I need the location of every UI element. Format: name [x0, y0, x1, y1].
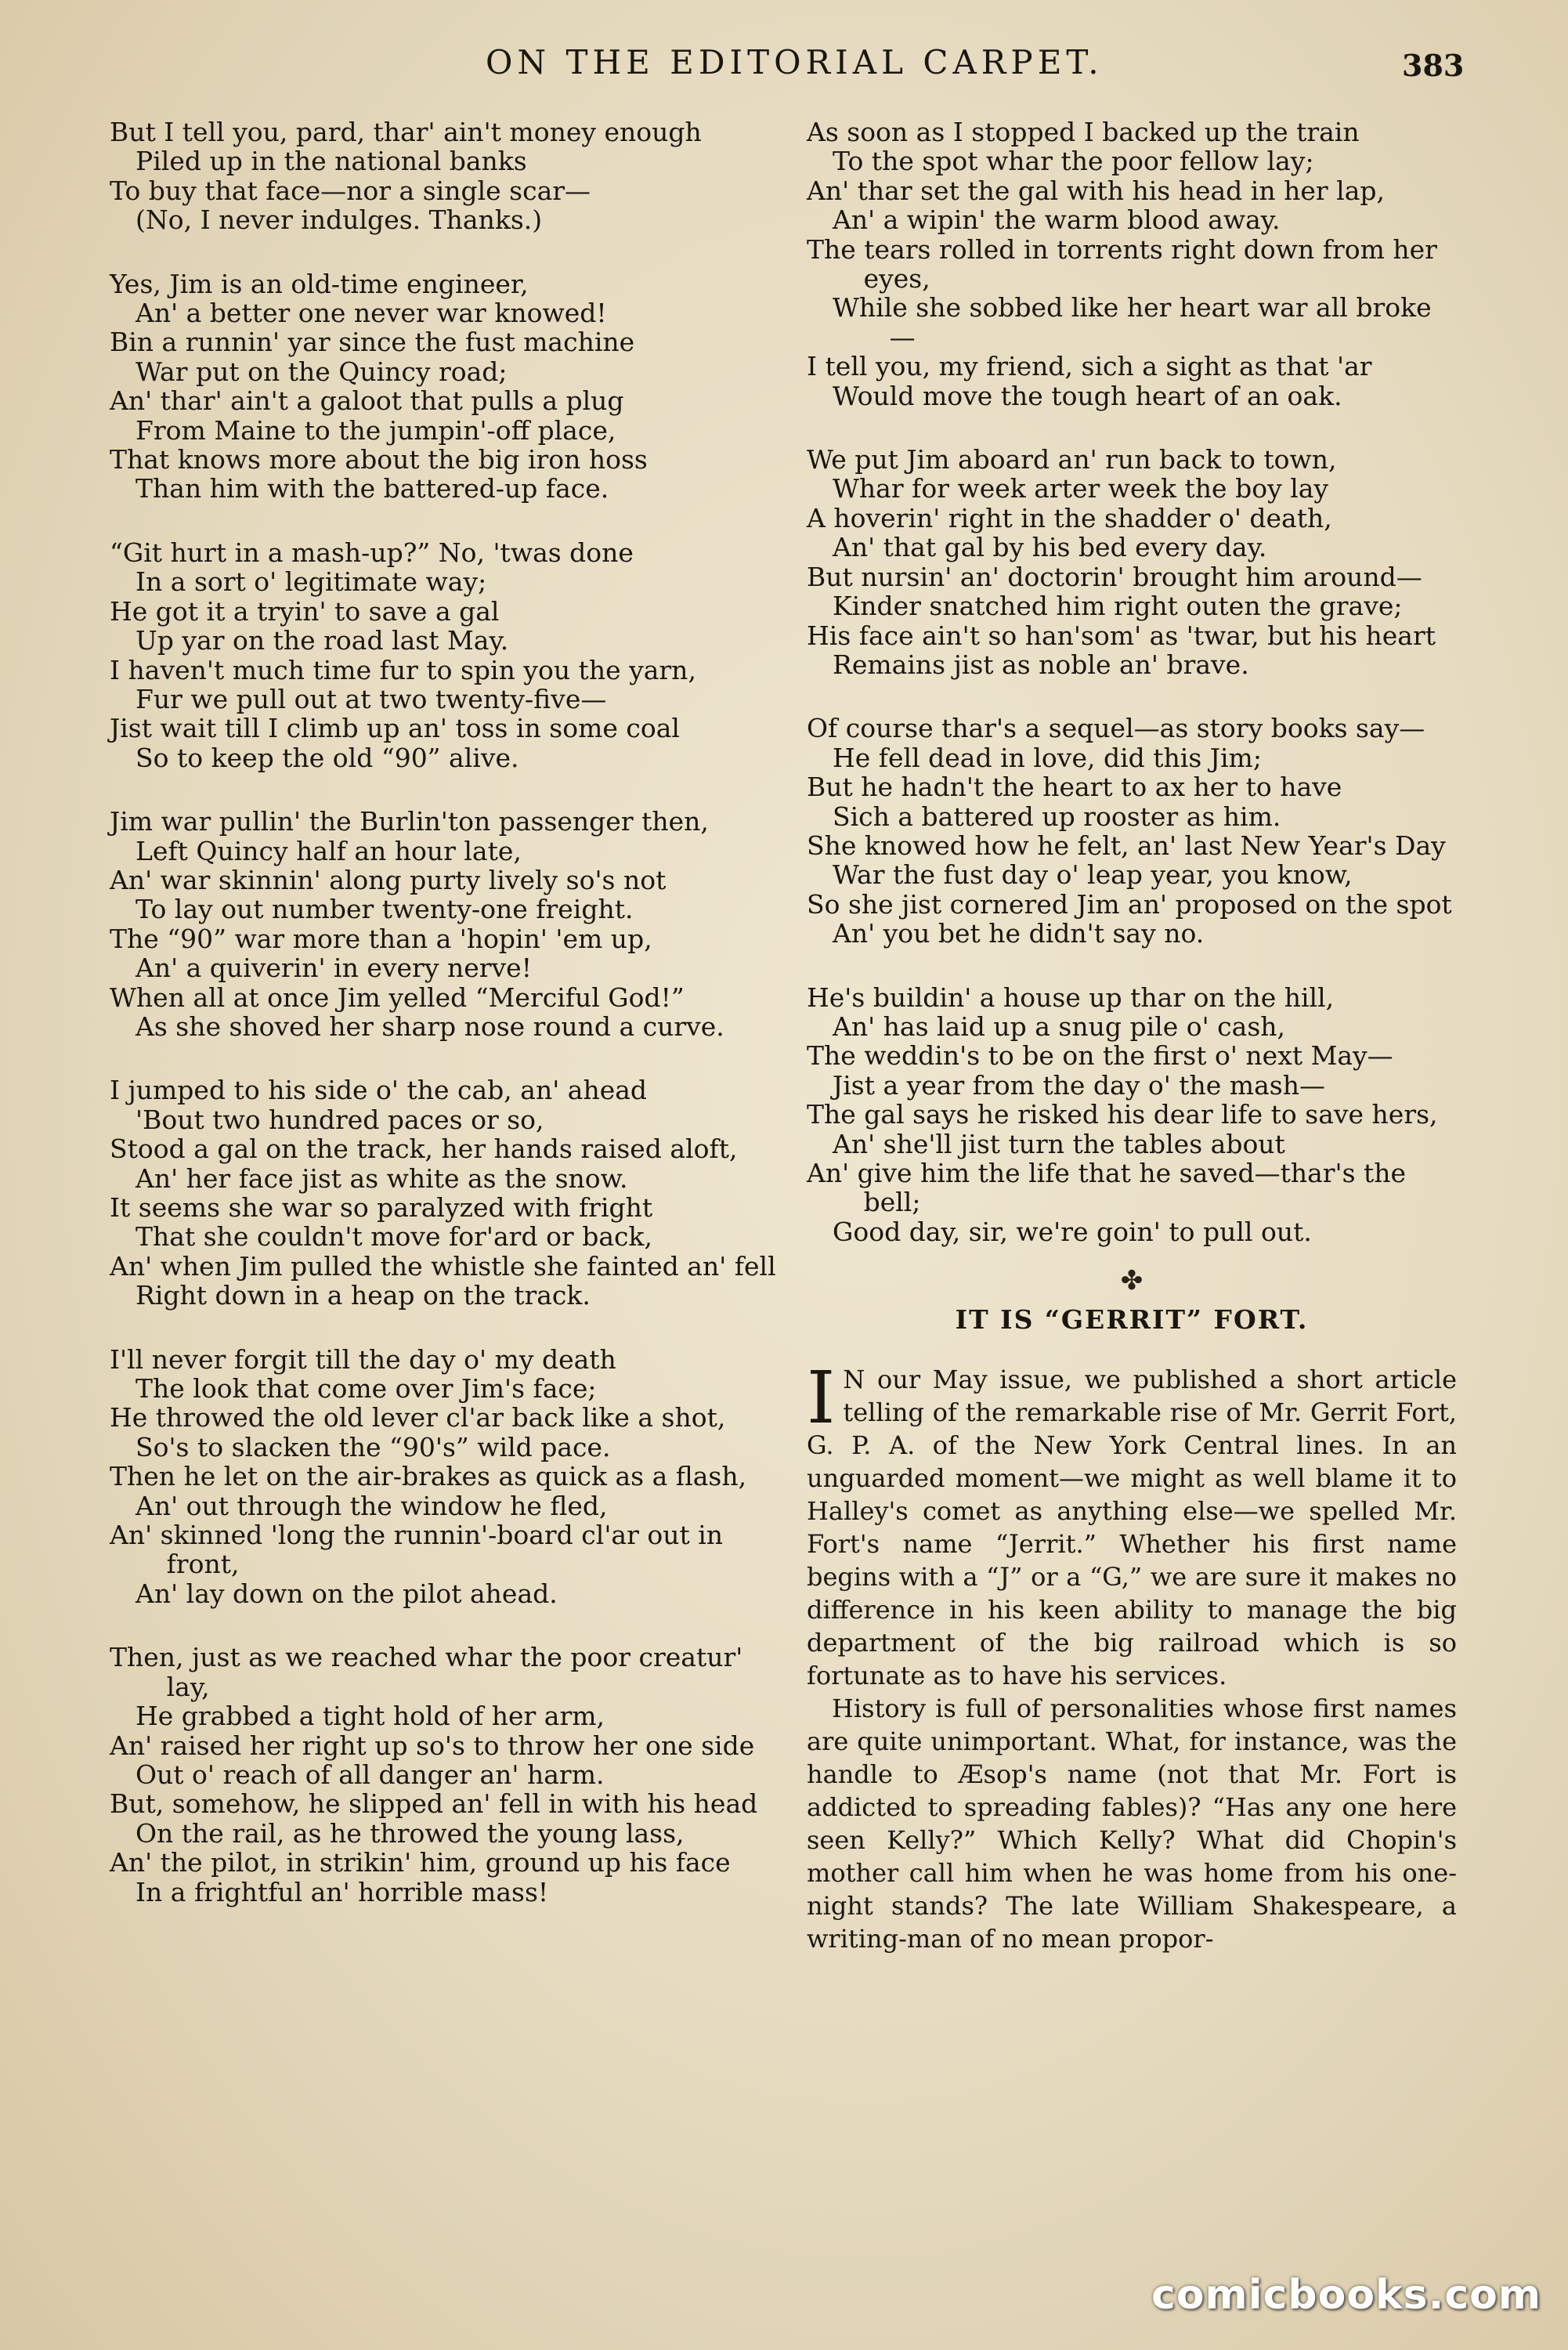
poem-line: Remains jist as noble an' brave.	[833, 649, 1249, 680]
poem-line: Kinder snatched him right outen the grave;	[833, 591, 1403, 622]
poem-line: 'Bout two hundred paces or so,	[135, 1104, 544, 1135]
poem-line: When all at once Jim yelled “Merciful God!”	[110, 982, 685, 1013]
poem-stanza	[110, 1345, 783, 1609]
poem-line: So's to slacken the “90's” wild pace.	[135, 1431, 611, 1462]
poem-stanza	[110, 269, 783, 504]
poem-line: An' the pilot, in strikin' him, ground up his face	[110, 1847, 731, 1878]
poem-line: An' thar' ain't a galoot that pulls a plug	[110, 385, 624, 417]
poem-line: The “90” war more than a 'hopin' 'em up,	[110, 923, 652, 954]
poem-stanza	[110, 118, 783, 235]
poem-line: Jist a year from the day o' the mash—	[833, 1069, 1325, 1101]
poem-stanza	[807, 118, 1457, 410]
poem-line: Of course thar's a sequel—as story books say—	[807, 713, 1425, 744]
poem-line: Good day, sir, we're goin' to pull out.	[833, 1216, 1312, 1247]
poem-line: As she shoved her sharp nose round a curve.	[135, 1010, 724, 1042]
poem-stanza	[110, 807, 783, 1041]
poem-stanza	[110, 538, 783, 772]
poem-line: Jim war pullin' the Burlin'ton passenger then,	[110, 806, 709, 837]
article-paragraph	[807, 1356, 1457, 1692]
poem-line: That she couldn't move for'ard or back,	[135, 1221, 652, 1253]
poem-line: He got it a tryin' to save a gal	[110, 595, 500, 627]
poem-line: Piled up in the national banks	[135, 146, 527, 177]
paragraph-text: History is full of personalities whose first names are quite unimportant. What, for instance, was the handle to Æsop's name (not that Mr. Fort is addicted to spreading fables)? “Has any one here seen Kelly?” Which Kelly? What did Chopin's mother call him when he was home from his one-night stands? The late William Shakespeare, a writing-man of no mean propor-	[807, 1694, 1457, 1954]
running-head: ON THE EDITORIAL CARPET.	[486, 43, 1104, 81]
poem-line: He's buildin' a house up thar on the hill,	[807, 982, 1335, 1013]
poem-line: Then, just as we reached whar the poor creatur' lay,	[110, 1642, 743, 1702]
right-column	[807, 118, 1457, 1955]
drop-cap: I	[807, 1356, 836, 1441]
article-body	[807, 1356, 1457, 1955]
poem-line: We put Jim aboard an' run back to town,	[807, 444, 1337, 475]
poem-line: So to keep the old “90” alive.	[135, 742, 519, 773]
poem-stanza	[110, 1643, 783, 1907]
poem-line: In a sort o' legitimate way;	[135, 566, 487, 598]
poem-line: He grabbed a tight hold of her arm,	[135, 1701, 605, 1732]
poem-line: “Git hurt in a mash-up?” No, 'twas done	[110, 537, 634, 568]
poem-line: He throwed the old lever cl'ar back like a shot,	[110, 1402, 726, 1434]
article-title: IT IS “GERRIT” FORT.	[955, 1304, 1309, 1336]
poem-line: Bin a runnin' yar since the fust machine	[110, 327, 635, 358]
poem-line: His face ain't so han'som' as 'twar, but his heart	[807, 620, 1436, 651]
poem-line: So she jist cornered Jim an' proposed on the spot	[807, 888, 1452, 920]
poem-line: An' has laid up a snug pile o' cash,	[833, 1010, 1285, 1042]
page-header	[0, 43, 1568, 90]
poem-line: While she sobbed like her heart war all broke—	[833, 292, 1432, 352]
poem-line: An' that gal by his bed every day.	[833, 532, 1267, 563]
poem-line: He fell dead in love, did this Jim;	[833, 742, 1262, 773]
poem-line: But he hadn't the heart to ax her to have	[807, 772, 1342, 803]
poem-line: Jist wait till I climb up an' toss in some coal	[110, 713, 680, 744]
poem-line: Would move the tough heart of an oak.	[833, 380, 1342, 411]
poem-line: An' a wipin' the warm blood away.	[833, 204, 1281, 236]
poem-line: An' a better one never war knowed!	[135, 298, 607, 329]
poem-stanza	[807, 445, 1457, 679]
poem-stanza	[807, 714, 1457, 948]
poem-line: War the fust day o' leap year, you know,	[833, 859, 1353, 891]
paragraph-text: N our May issue, we published a short article telling of the remarkable rise of Mr. Gerrit Fort, G. P. A. of the New York Central lines. In an unguarded moment—we might as well blame it to Halley's comet as anything else—we spelled Mr. Fort's name “Jerrit.” Whether his first name begins with a “J” or a “G,” we are sure it makes no difference in his keen ability to manage the big department of the big railroad which is so fortunate as to have his services.	[807, 1365, 1457, 1691]
poem-line: An' you bet he didn't say no.	[833, 918, 1205, 949]
poem-continuation	[807, 118, 1457, 1246]
poem-line: Stood a gal on the track, her hands raised aloft,	[110, 1133, 738, 1165]
poem-line: As soon as I stopped I backed up the train	[807, 117, 1360, 147]
poem-line: Whar for week arter week the boy lay	[833, 473, 1329, 504]
poem-line: Then he let on the air-brakes as quick as a flash,	[110, 1461, 747, 1492]
poem-line: An' skinned 'long the runnin'-board cl'ar out in front,	[110, 1520, 724, 1580]
poem-line: (No, I never indulges. Thanks.)	[135, 204, 543, 236]
poem-line: It seems she war so paralyzed with fright	[110, 1192, 653, 1223]
poem-line: But nursin' an' doctorin' brought him around—	[807, 561, 1422, 592]
poem-line: An' her face jist as white as the snow.	[135, 1162, 628, 1194]
poem-line: I jumped to his side o' the cab, an' ahead	[110, 1075, 648, 1106]
poem-line: An' give him the life that he saved—thar's the bell;	[807, 1158, 1407, 1218]
poem-line: An' when Jim pulled the whistle she fainted an' fell	[110, 1250, 776, 1282]
poem-line: War put on the Quincy road;	[135, 356, 508, 387]
poem-line: In a frightful an' horrible mass!	[135, 1876, 549, 1907]
poem-stanza	[807, 983, 1457, 1247]
poem-line: The weddin's to be on the first o' next May—	[807, 1040, 1393, 1072]
poem-line: But I tell you, pard, thar' ain't money enough	[110, 117, 702, 147]
poem-line: That knows more about the big iron hoss	[110, 444, 648, 475]
poem-line: Fur we pull out at two twenty-five—	[135, 683, 607, 714]
poem-line: Out o' reach of all danger an' harm.	[135, 1759, 605, 1790]
poem-line: Than him with the battered-up face.	[135, 473, 609, 504]
poem-line: A hoverin' right in the shadder o' death,	[807, 502, 1332, 533]
poem-line: To buy that face—nor a single scar—	[110, 175, 591, 206]
poem-line: To the spot whar the poor fellow lay;	[833, 146, 1314, 177]
poem-stanza	[110, 1076, 783, 1310]
poem-line: An' she'll jist turn the tables about	[833, 1128, 1285, 1159]
poem-line: Up yar on the road last May.	[135, 625, 509, 656]
watermark: comicbooks.com	[1151, 2272, 1542, 2319]
article-paragraph	[807, 1692, 1457, 1955]
poem-line: I'll never forgit till the day o' my death	[110, 1343, 616, 1375]
poem-line: An' lay down on the pilot ahead.	[135, 1578, 558, 1609]
poem-line: But, somehow, he slipped an' fell in with his head	[110, 1788, 758, 1820]
poem-line: The tears rolled in torrents right down from her eyes,	[807, 233, 1437, 295]
poem-line: I haven't much time fur to spin you the yarn,	[110, 654, 696, 685]
left-column	[110, 118, 783, 1941]
poem-line: I tell you, my friend, sich a sight as that 'ar	[807, 351, 1372, 382]
section-ornament-icon: ✤	[1120, 1265, 1143, 1297]
poem-line: Left Quincy half an hour late,	[135, 835, 522, 866]
poem-line: An' a quiverin' in every nerve!	[135, 953, 532, 984]
poem-line: The look that come over Jim's face;	[135, 1373, 597, 1405]
poem-line: She knowed how he felt, an' last New Year's Day	[807, 830, 1446, 861]
poem-line: Right down in a heap on the track.	[135, 1280, 591, 1311]
poem-line: An' raised her right up so's to throw her one side	[110, 1730, 755, 1761]
poem-line: To lay out number twenty-one freight.	[135, 894, 634, 925]
poem-line: An' out through the window he fled,	[135, 1490, 608, 1521]
poem-line: From Maine to the jumpin'-off place,	[135, 414, 616, 446]
poem-line: On the rail, as he throwed the young lass,	[135, 1817, 685, 1849]
poem-line: An' war skinnin' along purty lively so's not	[110, 864, 667, 895]
poem-line: Sich a battered up rooster as him.	[833, 801, 1281, 832]
poem-line: The gal says he risked his dear life to save hers,	[807, 1099, 1438, 1130]
poem-line: An' thar set the gal with his head in her lap,	[807, 175, 1385, 206]
page-number: 383	[1402, 48, 1465, 83]
poem-line: Yes, Jim is an old-time engineer,	[110, 268, 529, 299]
